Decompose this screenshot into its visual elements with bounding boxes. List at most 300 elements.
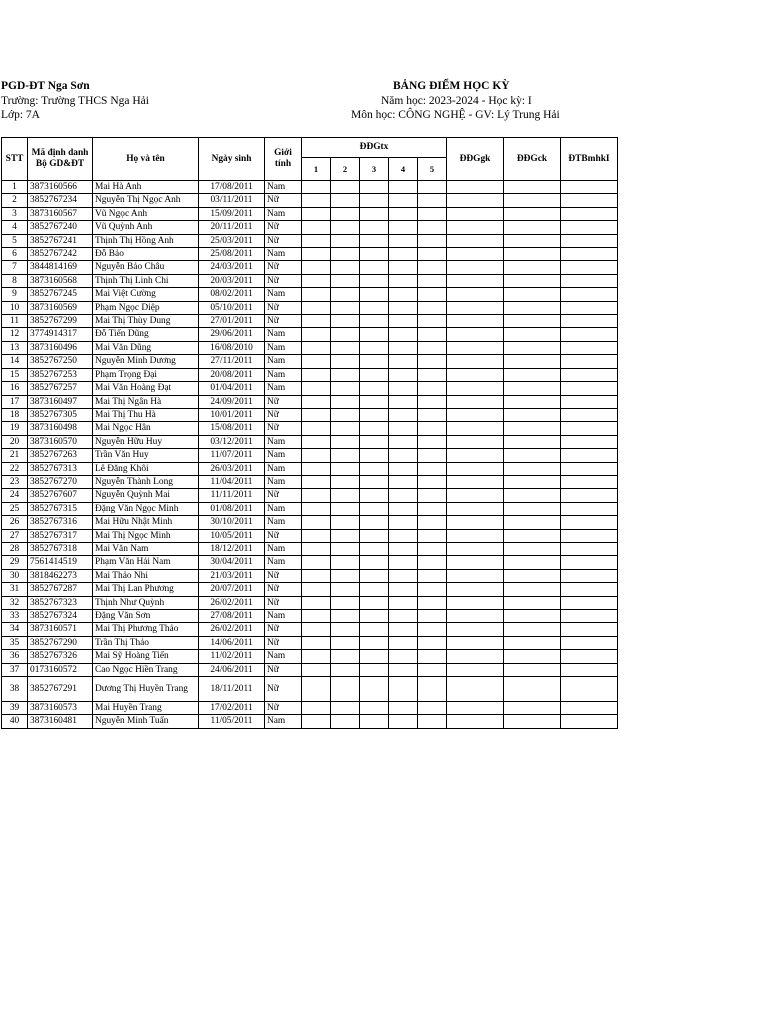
cell-score bbox=[504, 207, 561, 220]
cell-gender: Nam bbox=[265, 542, 302, 555]
cell-score bbox=[360, 382, 389, 395]
cell-stt: 29 bbox=[2, 556, 28, 569]
cell-dob: 20/07/2011 bbox=[199, 583, 265, 596]
cell-name: Mai Thị Thùy Dung bbox=[93, 315, 199, 328]
cell-score bbox=[561, 315, 618, 328]
cell-score bbox=[561, 715, 618, 728]
cell-score bbox=[302, 422, 331, 435]
cell-name: Mai Sỹ Hoàng Tiến bbox=[93, 650, 199, 663]
cell-score bbox=[504, 194, 561, 207]
cell-score bbox=[302, 610, 331, 623]
cell-score bbox=[561, 623, 618, 636]
report-title: BẢNG ĐIỂM HỌC KỲ bbox=[393, 80, 510, 92]
cell-dob: 11/02/2011 bbox=[199, 650, 265, 663]
cell-dob: 03/12/2011 bbox=[199, 435, 265, 448]
cell-score bbox=[504, 395, 561, 408]
table-row bbox=[2, 623, 618, 636]
cell-name: Phạm Văn Hải Nam bbox=[93, 556, 199, 569]
cell-score bbox=[447, 489, 504, 502]
cell-stt: 31 bbox=[2, 583, 28, 596]
cell-name: Mai Văn Hoàng Đạt bbox=[93, 382, 199, 395]
cell-score bbox=[360, 395, 389, 408]
cell-score bbox=[331, 475, 360, 488]
cell-score bbox=[561, 529, 618, 542]
cell-dob: 11/11/2011 bbox=[199, 489, 265, 502]
cell-stt: 14 bbox=[2, 355, 28, 368]
cell-score bbox=[360, 355, 389, 368]
grade-table bbox=[1, 137, 618, 729]
cell-gender: Nữ bbox=[265, 583, 302, 596]
cell-score bbox=[389, 274, 418, 287]
cell-score bbox=[331, 248, 360, 261]
cell-score bbox=[504, 556, 561, 569]
cell-stt: 35 bbox=[2, 636, 28, 649]
cell-score bbox=[504, 449, 561, 462]
cell-score bbox=[504, 422, 561, 435]
cell-score bbox=[561, 221, 618, 234]
cell-id: 3873160573 bbox=[28, 702, 93, 715]
cell-dob: 17/02/2011 bbox=[199, 702, 265, 715]
school-label: Trường: Trường THCS Nga Hải bbox=[1, 95, 149, 107]
table-row bbox=[2, 328, 618, 341]
col-header-ddgtx-3: 3 bbox=[360, 158, 389, 181]
cell-score bbox=[447, 542, 504, 555]
cell-score bbox=[504, 462, 561, 475]
cell-score bbox=[389, 475, 418, 488]
cell-dob: 29/06/2011 bbox=[199, 328, 265, 341]
cell-score bbox=[418, 301, 447, 314]
grade-table-body bbox=[2, 181, 618, 729]
cell-dob: 18/11/2011 bbox=[199, 677, 265, 702]
cell-dob: 16/08/2010 bbox=[199, 341, 265, 354]
cell-score bbox=[561, 395, 618, 408]
cell-score bbox=[331, 221, 360, 234]
cell-score bbox=[504, 529, 561, 542]
table-row bbox=[2, 569, 618, 582]
cell-stt: 33 bbox=[2, 610, 28, 623]
cell-gender: Nữ bbox=[265, 408, 302, 421]
cell-score bbox=[561, 301, 618, 314]
cell-gender: Nam bbox=[265, 435, 302, 448]
cell-score bbox=[447, 610, 504, 623]
cell-name: Mai Thị Ngọc Minh bbox=[93, 529, 199, 542]
cell-score bbox=[389, 542, 418, 555]
cell-score bbox=[302, 636, 331, 649]
cell-score bbox=[331, 529, 360, 542]
col-header-ddgtx-1: 1 bbox=[302, 158, 331, 181]
cell-score bbox=[447, 382, 504, 395]
cell-stt: 25 bbox=[2, 502, 28, 515]
cell-score bbox=[504, 502, 561, 515]
table-row bbox=[2, 422, 618, 435]
cell-score bbox=[360, 274, 389, 287]
cell-score bbox=[302, 663, 331, 676]
table-row bbox=[2, 677, 618, 702]
cell-score bbox=[360, 475, 389, 488]
cell-name: Nguyễn Hữu Huy bbox=[93, 435, 199, 448]
cell-score bbox=[389, 408, 418, 421]
cell-score bbox=[418, 529, 447, 542]
cell-score bbox=[418, 489, 447, 502]
cell-score bbox=[447, 529, 504, 542]
cell-name: Trần Thị Thảo bbox=[93, 636, 199, 649]
cell-dob: 15/08/2011 bbox=[199, 422, 265, 435]
cell-score bbox=[447, 181, 504, 194]
cell-gender: Nữ bbox=[265, 569, 302, 582]
cell-score bbox=[302, 234, 331, 247]
cell-score bbox=[447, 288, 504, 301]
cell-score bbox=[331, 449, 360, 462]
cell-score bbox=[360, 248, 389, 261]
cell-score bbox=[418, 702, 447, 715]
cell-score bbox=[389, 181, 418, 194]
cell-id: 3852767316 bbox=[28, 516, 93, 529]
cell-score bbox=[360, 556, 389, 569]
cell-score bbox=[504, 636, 561, 649]
cell-score bbox=[389, 636, 418, 649]
cell-score bbox=[360, 435, 389, 448]
cell-score bbox=[389, 315, 418, 328]
cell-score bbox=[447, 261, 504, 274]
cell-score bbox=[360, 194, 389, 207]
subject-label: Môn học: CÔNG NGHỆ - GV: Lý Trung Hải bbox=[351, 109, 560, 121]
cell-score bbox=[504, 435, 561, 448]
cell-score bbox=[418, 475, 447, 488]
cell-name: Vũ Quỳnh Anh bbox=[93, 221, 199, 234]
cell-stt: 24 bbox=[2, 489, 28, 502]
cell-stt: 12 bbox=[2, 328, 28, 341]
cell-dob: 24/09/2011 bbox=[199, 395, 265, 408]
cell-score bbox=[504, 583, 561, 596]
cell-score bbox=[418, 715, 447, 728]
cell-score bbox=[302, 569, 331, 582]
cell-dob: 11/07/2011 bbox=[199, 449, 265, 462]
cell-score bbox=[331, 408, 360, 421]
cell-name: Mai Ngọc Hân bbox=[93, 422, 199, 435]
cell-stt: 5 bbox=[2, 234, 28, 247]
cell-id: 3852767287 bbox=[28, 583, 93, 596]
cell-score bbox=[302, 221, 331, 234]
cell-name: Mai Thị Lan Phương bbox=[93, 583, 199, 596]
table-row bbox=[2, 502, 618, 515]
cell-score bbox=[360, 341, 389, 354]
cell-score bbox=[418, 583, 447, 596]
table-row bbox=[2, 288, 618, 301]
cell-gender: Nữ bbox=[265, 529, 302, 542]
cell-score bbox=[418, 462, 447, 475]
cell-name: Mai Việt Cường bbox=[93, 288, 199, 301]
cell-score bbox=[302, 194, 331, 207]
cell-id: 3852767290 bbox=[28, 636, 93, 649]
cell-score bbox=[447, 569, 504, 582]
cell-gender: Nữ bbox=[265, 234, 302, 247]
cell-score bbox=[302, 529, 331, 542]
cell-score bbox=[418, 650, 447, 663]
cell-score bbox=[447, 502, 504, 515]
table-row bbox=[2, 516, 618, 529]
cell-gender: Nữ bbox=[265, 261, 302, 274]
cell-score bbox=[447, 315, 504, 328]
cell-score bbox=[504, 288, 561, 301]
cell-name: Cao Ngọc Hiền Trang bbox=[93, 663, 199, 676]
cell-gender: Nữ bbox=[265, 194, 302, 207]
cell-score bbox=[447, 715, 504, 728]
cell-score bbox=[360, 422, 389, 435]
cell-score bbox=[360, 623, 389, 636]
col-header-ddgtx-2: 2 bbox=[331, 158, 360, 181]
cell-score bbox=[561, 556, 618, 569]
cell-score bbox=[561, 274, 618, 287]
table-row bbox=[2, 702, 618, 715]
cell-id: 3852767263 bbox=[28, 449, 93, 462]
cell-score bbox=[504, 408, 561, 421]
cell-score bbox=[447, 462, 504, 475]
col-header-ddgtx-4: 4 bbox=[389, 158, 418, 181]
cell-score bbox=[561, 181, 618, 194]
cell-score bbox=[331, 368, 360, 381]
class-label: Lớp: 7A bbox=[1, 109, 40, 121]
cell-gender: Nam bbox=[265, 207, 302, 220]
cell-name: Nguyễn Bảo Châu bbox=[93, 261, 199, 274]
cell-score bbox=[504, 382, 561, 395]
table-row bbox=[2, 301, 618, 314]
cell-score bbox=[504, 596, 561, 609]
cell-gender: Nam bbox=[265, 382, 302, 395]
cell-score bbox=[302, 596, 331, 609]
cell-dob: 25/08/2011 bbox=[199, 248, 265, 261]
cell-score bbox=[331, 702, 360, 715]
table-row bbox=[2, 583, 618, 596]
cell-score bbox=[418, 435, 447, 448]
cell-score bbox=[389, 516, 418, 529]
cell-score bbox=[389, 489, 418, 502]
cell-score bbox=[331, 516, 360, 529]
cell-stt: 7 bbox=[2, 261, 28, 274]
cell-stt: 20 bbox=[2, 435, 28, 448]
cell-score bbox=[389, 583, 418, 596]
cell-score bbox=[418, 516, 447, 529]
cell-score bbox=[331, 596, 360, 609]
cell-name: Mai Hà Anh bbox=[93, 181, 199, 194]
cell-score bbox=[331, 623, 360, 636]
cell-score bbox=[504, 355, 561, 368]
department-label: PGD-ĐT Nga Sơn bbox=[1, 80, 90, 92]
cell-id: 3852767250 bbox=[28, 355, 93, 368]
cell-score bbox=[418, 207, 447, 220]
cell-score bbox=[331, 274, 360, 287]
cell-score bbox=[418, 623, 447, 636]
cell-dob: 21/03/2011 bbox=[199, 569, 265, 582]
cell-dob: 26/03/2011 bbox=[199, 462, 265, 475]
cell-score bbox=[447, 422, 504, 435]
cell-score bbox=[302, 274, 331, 287]
cell-score bbox=[561, 702, 618, 715]
cell-dob: 10/05/2011 bbox=[199, 529, 265, 542]
cell-score bbox=[331, 502, 360, 515]
cell-score bbox=[418, 328, 447, 341]
cell-score bbox=[389, 221, 418, 234]
cell-score bbox=[302, 207, 331, 220]
cell-stt: 4 bbox=[2, 221, 28, 234]
cell-score bbox=[389, 207, 418, 220]
cell-score bbox=[504, 702, 561, 715]
cell-score bbox=[389, 234, 418, 247]
table-row bbox=[2, 542, 618, 555]
cell-score bbox=[418, 636, 447, 649]
cell-score bbox=[561, 569, 618, 582]
cell-dob: 15/09/2011 bbox=[199, 207, 265, 220]
cell-name: Mai Hữu Nhật Minh bbox=[93, 516, 199, 529]
cell-score bbox=[389, 677, 418, 702]
cell-dob: 10/01/2011 bbox=[199, 408, 265, 421]
cell-gender: Nữ bbox=[265, 623, 302, 636]
cell-score bbox=[360, 583, 389, 596]
cell-name: Nguyễn Quỳnh Mai bbox=[93, 489, 199, 502]
cell-score bbox=[561, 368, 618, 381]
cell-id: 3873160566 bbox=[28, 181, 93, 194]
cell-score bbox=[447, 516, 504, 529]
cell-score bbox=[302, 341, 331, 354]
cell-score bbox=[561, 596, 618, 609]
cell-score bbox=[331, 194, 360, 207]
cell-stt: 38 bbox=[2, 677, 28, 702]
grade-table-header bbox=[2, 138, 618, 181]
cell-score bbox=[447, 475, 504, 488]
cell-dob: 27/01/2011 bbox=[199, 315, 265, 328]
cell-dob: 01/08/2011 bbox=[199, 502, 265, 515]
cell-score bbox=[418, 395, 447, 408]
cell-score bbox=[331, 207, 360, 220]
cell-gender: Nam bbox=[265, 368, 302, 381]
cell-name: Nguyễn Thành Long bbox=[93, 475, 199, 488]
cell-id: 3852767607 bbox=[28, 489, 93, 502]
cell-score bbox=[331, 489, 360, 502]
cell-score bbox=[360, 449, 389, 462]
cell-score bbox=[331, 181, 360, 194]
cell-score bbox=[360, 221, 389, 234]
cell-score bbox=[302, 449, 331, 462]
cell-score bbox=[561, 341, 618, 354]
cell-score bbox=[418, 341, 447, 354]
cell-score bbox=[302, 715, 331, 728]
cell-gender: Nữ bbox=[265, 489, 302, 502]
cell-score bbox=[302, 261, 331, 274]
cell-score bbox=[504, 248, 561, 261]
cell-score bbox=[302, 489, 331, 502]
cell-score bbox=[360, 234, 389, 247]
cell-score bbox=[418, 181, 447, 194]
cell-score bbox=[360, 408, 389, 421]
cell-name: Vũ Ngọc Anh bbox=[93, 207, 199, 220]
cell-score bbox=[504, 715, 561, 728]
cell-id: 3852767291 bbox=[28, 677, 93, 702]
cell-score bbox=[389, 395, 418, 408]
cell-gender: Nữ bbox=[265, 636, 302, 649]
cell-score bbox=[331, 677, 360, 702]
cell-gender: Nữ bbox=[265, 221, 302, 234]
cell-id: 3873160498 bbox=[28, 422, 93, 435]
cell-score bbox=[418, 556, 447, 569]
cell-gender: Nam bbox=[265, 341, 302, 354]
cell-gender: Nữ bbox=[265, 702, 302, 715]
cell-name: Thịnh Thị Hồng Anh bbox=[93, 234, 199, 247]
table-row bbox=[2, 181, 618, 194]
cell-id: 3852767257 bbox=[28, 382, 93, 395]
cell-name: Đỗ Tiến Dũng bbox=[93, 328, 199, 341]
cell-dob: 20/08/2011 bbox=[199, 368, 265, 381]
cell-score bbox=[360, 650, 389, 663]
cell-score bbox=[447, 274, 504, 287]
cell-score bbox=[302, 382, 331, 395]
cell-stt: 13 bbox=[2, 341, 28, 354]
cell-name: Mai Thị Phương Thảo bbox=[93, 623, 199, 636]
table-row bbox=[2, 355, 618, 368]
col-header-gender: Giới tính bbox=[265, 138, 302, 181]
col-header-stt: STT bbox=[2, 138, 28, 181]
cell-gender: Nam bbox=[265, 288, 302, 301]
cell-gender: Nam bbox=[265, 328, 302, 341]
table-row bbox=[2, 261, 618, 274]
cell-score bbox=[360, 569, 389, 582]
cell-score bbox=[389, 422, 418, 435]
table-row bbox=[2, 194, 618, 207]
cell-score bbox=[561, 248, 618, 261]
cell-id: 3852767234 bbox=[28, 194, 93, 207]
cell-score bbox=[302, 181, 331, 194]
cell-score bbox=[389, 715, 418, 728]
cell-score bbox=[331, 610, 360, 623]
cell-score bbox=[302, 462, 331, 475]
cell-score bbox=[302, 583, 331, 596]
cell-score bbox=[360, 715, 389, 728]
cell-score bbox=[504, 516, 561, 529]
cell-score bbox=[504, 341, 561, 354]
cell-score bbox=[389, 194, 418, 207]
cell-score bbox=[389, 502, 418, 515]
table-row bbox=[2, 596, 618, 609]
cell-dob: 03/11/2011 bbox=[199, 194, 265, 207]
cell-score bbox=[360, 288, 389, 301]
cell-score bbox=[360, 181, 389, 194]
cell-score bbox=[389, 663, 418, 676]
cell-score bbox=[360, 677, 389, 702]
cell-score bbox=[447, 355, 504, 368]
cell-score bbox=[302, 248, 331, 261]
cell-score bbox=[504, 489, 561, 502]
table-row bbox=[2, 435, 618, 448]
table-row bbox=[2, 274, 618, 287]
table-row bbox=[2, 207, 618, 220]
table-row bbox=[2, 663, 618, 676]
col-header-ddgtx-5: 5 bbox=[418, 158, 447, 181]
cell-dob: 05/10/2011 bbox=[199, 301, 265, 314]
cell-stt: 2 bbox=[2, 194, 28, 207]
cell-score bbox=[389, 529, 418, 542]
cell-score bbox=[504, 301, 561, 314]
cell-gender: Nam bbox=[265, 475, 302, 488]
cell-dob: 11/04/2011 bbox=[199, 475, 265, 488]
cell-id: 3852767326 bbox=[28, 650, 93, 663]
col-header-dtb: ĐTBmhkI bbox=[561, 138, 618, 181]
cell-id: 3873160569 bbox=[28, 301, 93, 314]
cell-name: Nguyễn Minh Tuấn bbox=[93, 715, 199, 728]
cell-id: 3873160481 bbox=[28, 715, 93, 728]
cell-score bbox=[331, 650, 360, 663]
cell-name: Thịnh Thị Linh Chi bbox=[93, 274, 199, 287]
cell-dob: 27/08/2011 bbox=[199, 610, 265, 623]
cell-score bbox=[360, 663, 389, 676]
cell-name: Mai Văn Dũng bbox=[93, 341, 199, 354]
